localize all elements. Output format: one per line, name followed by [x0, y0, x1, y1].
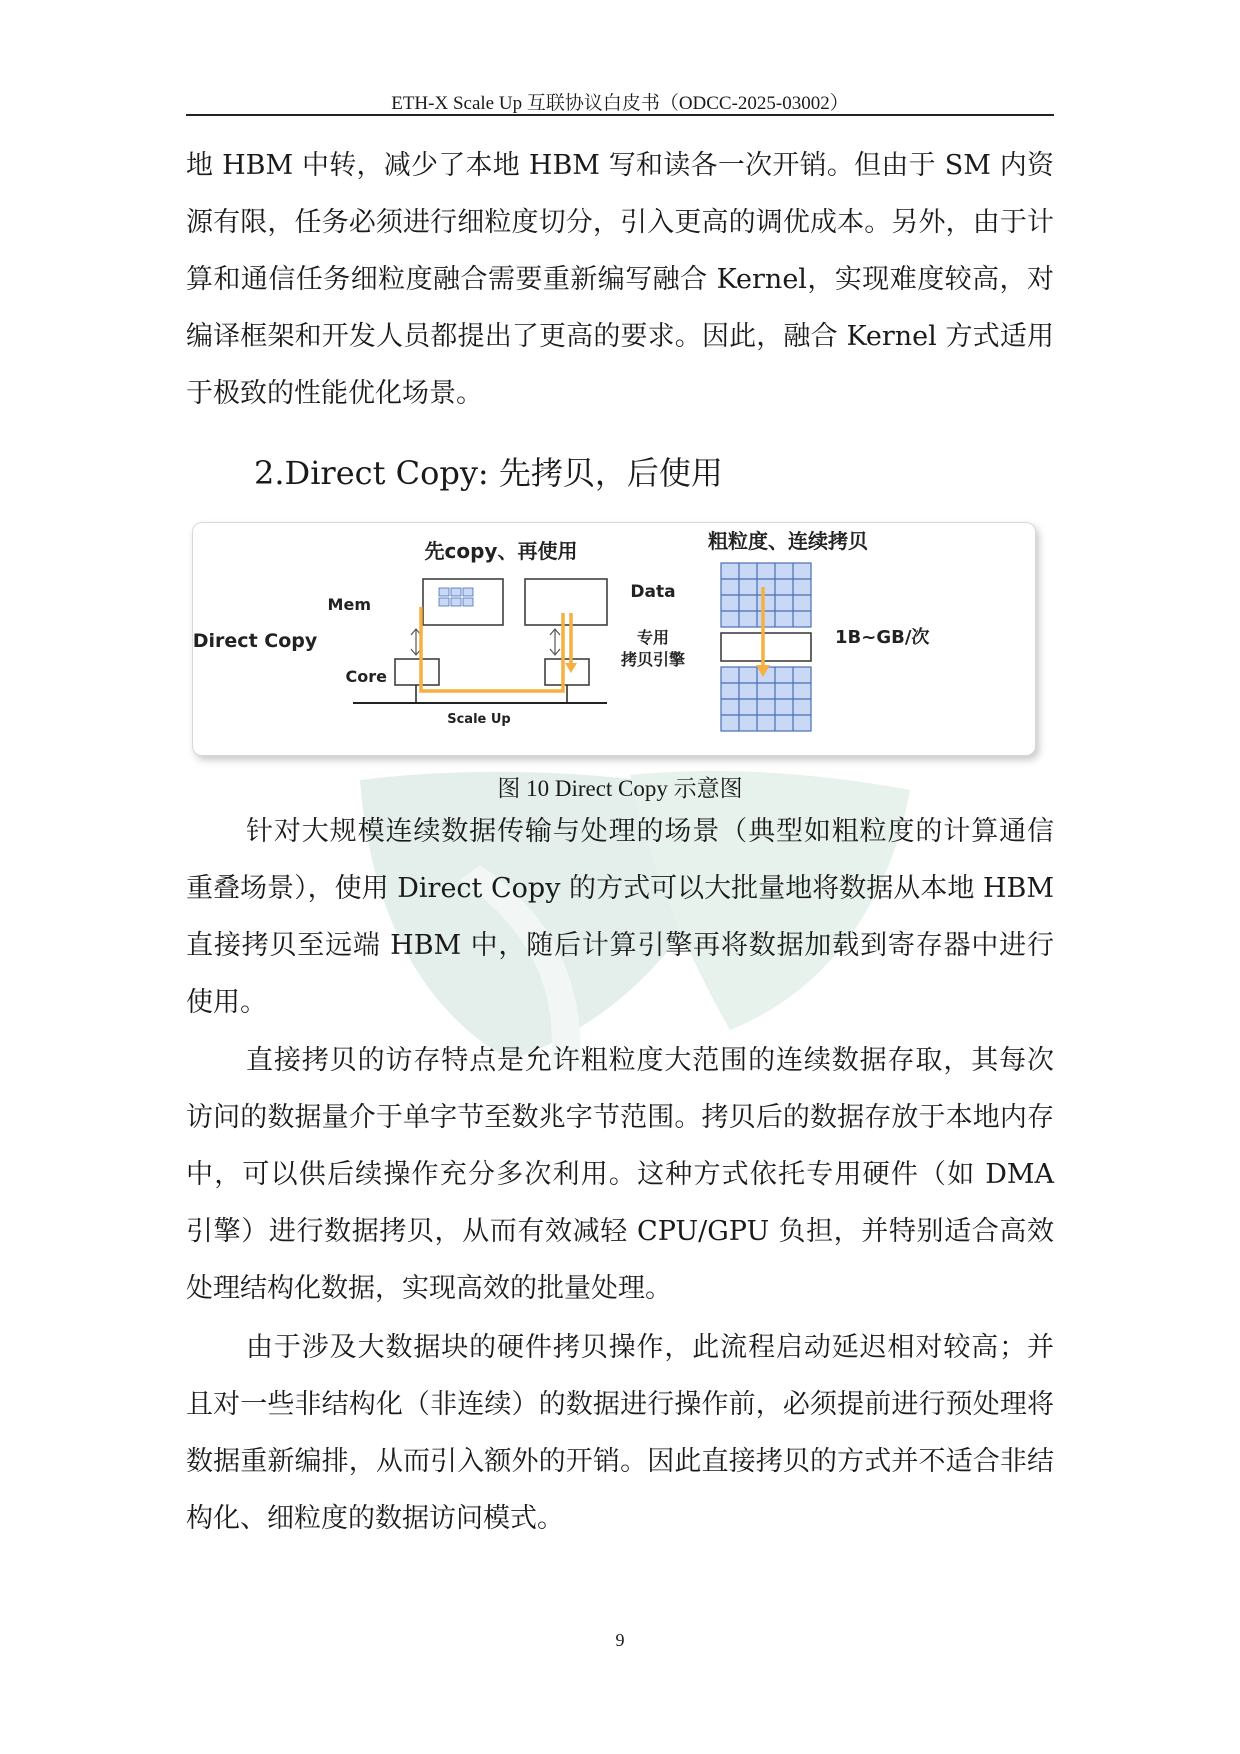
page-number: 9	[615, 1630, 625, 1650]
label-engine-line1: 专用	[636, 628, 670, 647]
left-title: 先copy、再使用	[424, 539, 578, 563]
copy-engine-box	[721, 633, 811, 661]
header-divider	[186, 114, 1054, 116]
label-data: Data	[630, 582, 676, 602]
paragraph-fused-kernel: 地 HBM 中转，减少了本地 HBM 写和读各一次开销。但由于 SM 内资源有限，任务必须进行细粒度切分，引入更高的调优成本。另外，由于计算和通信任务细粒度融合需要重新编写融合 Kernel，实现难度较高，对编译框架和开发人员都提出了更高的要求。因此，融合 Kernel 方式适用于极致的性能优化场景。	[186, 150, 1054, 409]
direct-copy-diagram	[193, 523, 1035, 755]
section-title: 2.Direct Copy: 先拷贝，后使用	[254, 454, 723, 492]
figure-caption: 图 10 Direct Copy 示意图	[497, 776, 743, 801]
data-grid-source	[721, 563, 811, 627]
data-grid-destination	[721, 667, 811, 731]
label-core: Core	[345, 667, 387, 686]
core-box-local	[395, 659, 439, 685]
paragraph-access-characteristics: 直接拷贝的访存特点是允许粗粒度大范围的连续数据存取，其每次访问的数据量介于单字节至数兆字节范围。拷贝后的数据存放于本地内存中，可以供后续操作充分多次利用。这种方式依托专用硬件（如 DMA 引擎）进行数据拷贝，从而有效减轻 CPU/GPU 负担，并特别适合高效处理结构化数据，实现高效的批量处理。	[186, 1045, 1054, 1304]
page-header-title: ETH-X Scale Up 互联协议白皮书（ODCC-2025-03002）	[391, 93, 849, 114]
paragraph-direct-copy-usage: 针对大规模连续数据传输与处理的场景（典型如粗粒度的计算通信重叠场景），使用 Direct Copy 的方式可以大批量地将数据从本地 HBM 直接拷贝至远端 HBM 中，随后计算引擎再将数据加载到寄存器中进行使用。	[186, 816, 1054, 1018]
label-size: 1B~GB/次	[835, 627, 930, 648]
label-scale-up: Scale Up	[447, 712, 511, 727]
label-direct-copy: Direct Copy	[193, 630, 318, 652]
label-mem: Mem	[327, 595, 371, 614]
label-engine-line2: 拷贝引擎	[620, 650, 686, 669]
mem-core-arrow-remote-icon	[550, 629, 560, 655]
direct-copy-figure	[192, 522, 1036, 756]
core-box-remote	[545, 659, 589, 685]
right-title: 粗粒度、连续拷贝	[708, 529, 868, 553]
paragraph-limitations: 由于涉及大数据块的硬件拷贝操作，此流程启动延迟相对较高；并且对一些非结构化（非连续）的数据进行操作前，必须提前进行预处理将数据重新编排，从而引入额外的开销。因此直接拷贝的方式并不适合非结构化、细粒度的数据访问模式。	[186, 1332, 1054, 1534]
mem-box-remote	[525, 579, 607, 625]
